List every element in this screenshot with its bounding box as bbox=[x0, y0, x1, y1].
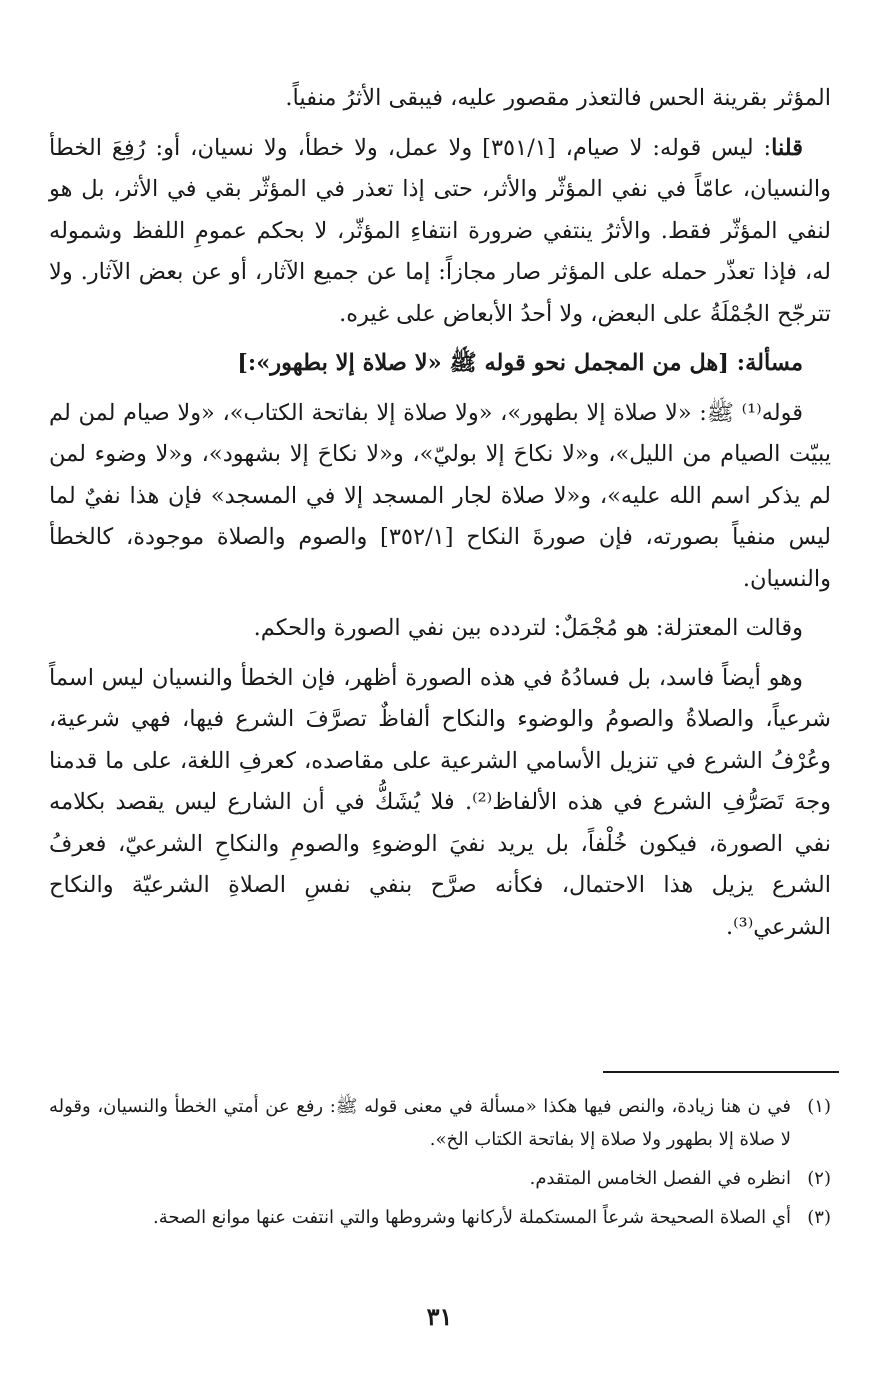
section-heading bbox=[49, 343, 831, 385]
main-text bbox=[49, 78, 831, 956]
paragraph-5: وهو أيضاً فاسد، بل فسادُهُ في هذه الصورة أظهر، فإن الخطأ والنسيان ليس اسماً شرعياً، والصلاةُ والصومُ والوضوء والنكاح ألفاظٌ تصرَّفَ الشرع فيها، فهي شرعية، وعُرْفُ الشرع في تنزيل الأسامي الشرعية على مقاصده، كعرفِ اللغة، على ما قدمنا وجهَ تَصَرُّفِ الشرع في هذه الألفاظ⁽²⁾. فلا يُشَكُّ في أن الشارع ليس يقصد بكلامه نفي الصورة، فيكون خُلْفاً، بل يريد نفيَ الوضوءِ والصومِ والنكاحِ الشرعيّ، فعرفُ الشرع يزيل هذا الاحتمال، فكأنه صرَّح بنفي نفسِ الصلاةِ الشرعيّة والنكاح الشرعي⁽³⁾. bbox=[49, 664, 831, 940]
footnote-text: في ن هنا زيادة، والنص فيها هكذا «مسألة في معنى قوله ﷺ: رفع عن أمتي الخطأ والنسيان، وقوله لا صلاة إلا بطهور ولا صلاة إلا بفاتحة الكتاب الخ». bbox=[49, 1096, 791, 1150]
page-number: ٣١ bbox=[426, 1302, 453, 1331]
footnotes bbox=[49, 1090, 831, 1240]
footnote bbox=[49, 1162, 831, 1195]
footnote-number: (٢) bbox=[807, 1168, 831, 1189]
paragraph-3: قوله⁽¹⁾ ﷺ: «لا صلاة إلا بطهور»، «ولا صلاة إلا بفاتحة الكتاب»، «ولا صيام لمن لم يبيّت الصيام من الليل»، و«لا نكاحَ إلا بوليّ»، و«لا نكاحَ إلا بشهود»، و«لا وضوء لمن لم يذكر اسم الله عليه»، و«لا صلاة لجار المسجد إلا في المسجد» فإن هذا نفيٌ لما ليس منفياً بصورته، فإن صورةَ النكاح [٣٥٢/١] والصوم والصلاة موجودة، كالخطأ والنسيان. bbox=[49, 399, 831, 592]
footnote-text: أي الصلاة الصحيحة شرعاً المستكملة لأركانها وشروطها والتي انتفت عنها موانع الصحة. bbox=[153, 1207, 791, 1228]
paragraph-2 bbox=[49, 128, 831, 336]
paragraph-1: المؤثر بقرينة الحس فالتعذر مقصور عليه، فيبقى الأثرُ منفياً. bbox=[285, 85, 831, 111]
footnote bbox=[49, 1090, 831, 1156]
heading-label: مسألة bbox=[745, 350, 803, 376]
paragraph-4: وقالت المعتزلة: هو مُجْمَلٌ: لتردده بين نفي الصورة والحكم. bbox=[253, 615, 803, 641]
footnote-divider bbox=[603, 1071, 839, 1073]
paragraph-2-text: : ليس قوله: لا صيام، [٣٥١/١] ولا عمل، ولا خطأ، ولا نسيان، أو: رُفِعَ الخطأ والنسيان، عامّاً في نفي المؤثّر والأثر، حتى إذا تعذر في المؤثّر بقي في الأثر، بل هو لنفي المؤثّر فقط. والأثرُ ينتفي ضرورة انتفاءِ المؤثّر، لا بحكم عمومِ اللفظ وشموله له، فإذا تعذّر حمله على المؤثر صار مجازاً: إما عن جميع الآثار، أو عن بعض الآثار. ولا تترجّح الجُمْلَةُ على البعض، ولا أحدُ الأبعاض على غيره. bbox=[49, 134, 831, 327]
qulna-label: قلنا bbox=[771, 134, 803, 161]
heading-text: : [هل من المجمل نحو قوله ﷺ «لا صلاة إلا بطهور»:] bbox=[237, 350, 746, 376]
footnote-number: (١) bbox=[807, 1096, 831, 1117]
footnote bbox=[49, 1201, 831, 1234]
footnote-number: (٣) bbox=[807, 1207, 831, 1228]
footnote-text: انظره في الفصل الخامس المتقدم. bbox=[529, 1168, 791, 1189]
